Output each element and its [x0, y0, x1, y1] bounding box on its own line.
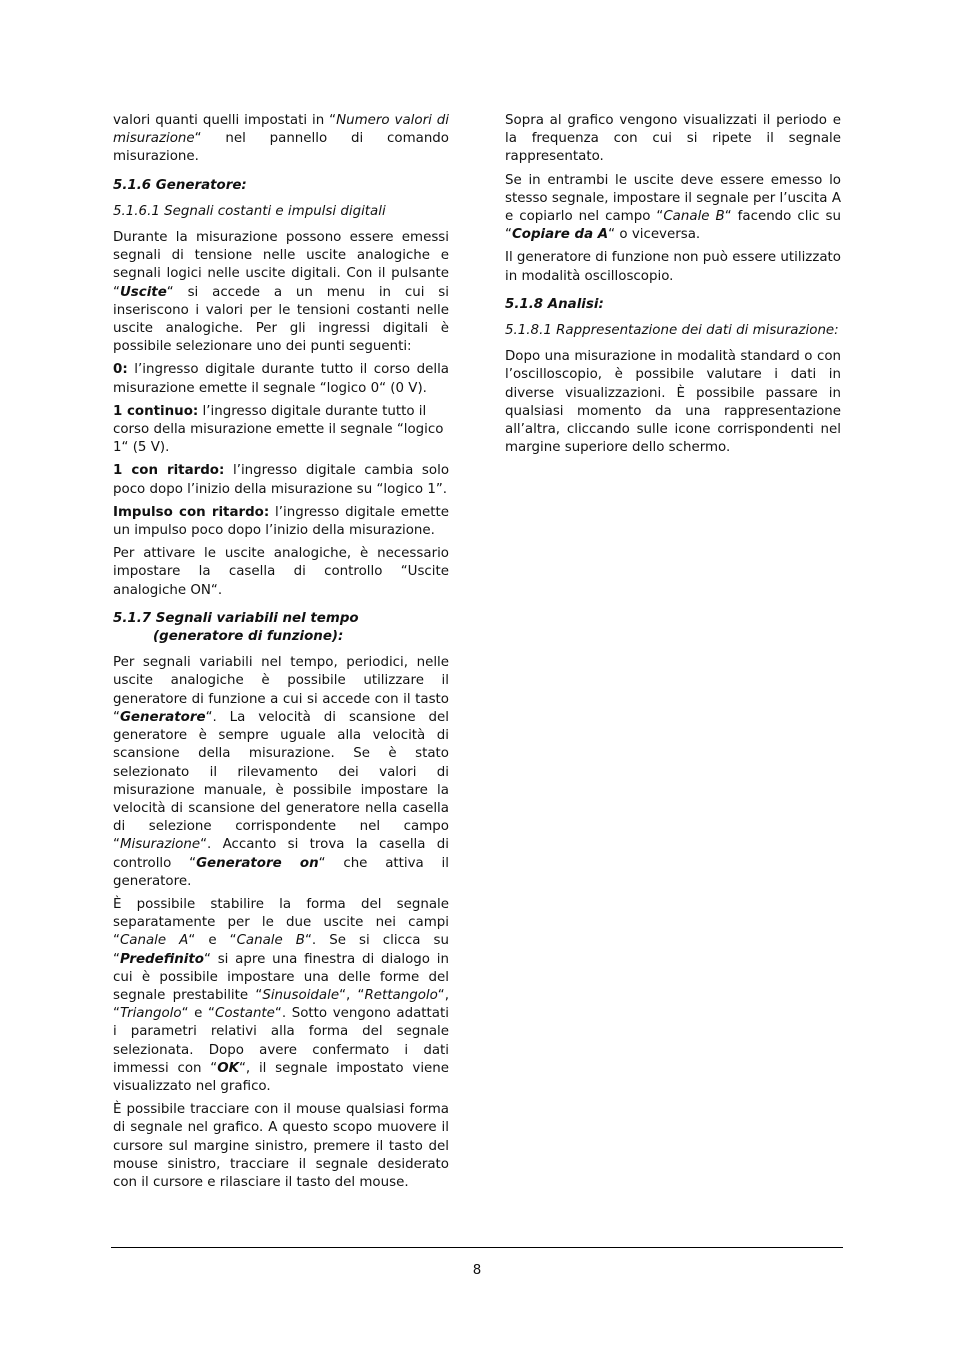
- definition-item: 1 con ritardo: l’ingresso digitale cambia solo poco dopo l’inizio della misurazione su “logico 1”.: [113, 463, 450, 497]
- emphasis: Rettangolo: [364, 987, 438, 1003]
- definition-item: Impulso con ritardo: l’ingresso digitale emette un impulso poco dopo l’inizio della misurazione.: [113, 504, 449, 539]
- emphasis: Numero valori di misurazione: [113, 113, 449, 147]
- emphasis: Misurazione: [119, 837, 201, 853]
- paragraph: valori quanti quelli impostati in “Numero valori di misurazione“ nel pannello di comando misurazione.: [113, 113, 449, 165]
- emphasis: Generatore: [119, 709, 206, 725]
- emphasis: Predefinito: [119, 951, 204, 967]
- emphasis: Uscite: [119, 284, 167, 300]
- section-heading-5-1-8: 5.1.8 Analisi:: [505, 296, 604, 312]
- emphasis: Canale B: [663, 209, 725, 225]
- paragraph: Per attivare le uscite analogiche, è necessario impostare la casella di controllo “Uscite analogiche ON“.: [113, 546, 449, 598]
- right-column: [505, 112, 841, 462]
- emphasis: Generatore on: [196, 855, 319, 871]
- emphasis: Sinusoidale: [262, 987, 340, 1003]
- section-heading-5-1-6: 5.1.6 Generatore:: [113, 177, 247, 193]
- section-heading-5-1-7: 5.1.7 Segnali variabili nel tempo (generatore di funzione):: [113, 610, 359, 645]
- subsection-heading-5-1-8-1: 5.1.8.1 Rappresentazione dei dati di misurazione:: [505, 323, 839, 339]
- paragraph: Durante la misurazione possono essere emessi segnali di tensione nelle uscite analogiche e segnali logici nelle uscite digitali. Con il pulsante “Uscite“ si accede a un menu in cui si inseriscono i valori per le tensioni costanti nelle uscite analogiche. Per gli ingressi digitali è possibile selezionare uno dei punti seguenti:: [113, 230, 449, 355]
- emphasis: Triangolo: [119, 1006, 182, 1022]
- definition-item: 0: l’ingresso digitale durante tutto il corso della misurazione emette il segnale “logico 0“ (0 V).: [113, 362, 449, 396]
- paragraph: Per segnali variabili nel tempo, periodici, nelle uscite analogiche è possibile utilizzare il generatore di funzione a cui si accede con il tasto “Generatore“. La velocità di scansione del generatore è sempre uguale alla velocità di scansione della misurazione. Se è stato selezionato il rilevamento dei valori di misurazione manuale, è possibile impostare la velocità di scansione del generatore nella casella di selezione corrispondente nel campo “Misurazione“. Accanto si trova la casella di controllo “Generatore on“ che attiva il generatore.: [113, 655, 449, 889]
- left-column: [113, 112, 449, 1197]
- subsection-heading-5-1-6-1: 5.1.6.1 Segnali costanti e impulsi digitali: [113, 203, 386, 219]
- paragraph: Il generatore di funzione non può essere utilizzato in modalità oscilloscopio.: [505, 250, 841, 284]
- emphasis: Costante: [214, 1006, 275, 1022]
- emphasis: Canale B: [236, 933, 305, 949]
- definition-term: 1 continuo:: [113, 403, 199, 419]
- definition-term: 0:: [113, 362, 128, 378]
- emphasis: Copiare da A: [511, 227, 609, 243]
- emphasis: Canale A: [119, 933, 189, 949]
- footer-divider: [111, 1247, 843, 1248]
- paragraph: Se in entrambi le uscite deve essere emesso lo stesso segnale, impostare il segnale per l’uscita A e copiarlo nel campo “Canale B“ facendo clic su “Copiare da A“ o viceversa.: [505, 172, 841, 243]
- definition-term: 1 con ritardo:: [113, 463, 225, 479]
- emphasis: OK: [217, 1060, 239, 1076]
- paragraph: È possibile tracciare con il mouse qualsiasi forma di segnale nel grafico. A questo scopo muovere il cursore sul margine sinistro, premere il tasto del mouse sinistro, tracciare il segnale desiderato con il cursore e rilasciare il tasto del mouse.: [113, 1102, 449, 1190]
- page-number: 8: [472, 1263, 482, 1278]
- definition-term: Impulso con ritardo:: [113, 504, 270, 520]
- paragraph: Dopo una misurazione in modalità standard o con l’oscilloscopio, è possibile valutare i dati in diverse visualizzazioni. È possibile passare in qualsiasi momento da una rappresentazione all’altra, cliccando sulle icone corrispondenti nel margine superiore dello schermo.: [505, 349, 841, 456]
- paragraph: È possibile stabilire la forma del segnale separatamente per le due uscite nei campi “Canale A“ e “Canale B“. Se si clicca su “Predefinito“ si apre una finestra di dialogo in cui è possibile impostare una delle forme del segnale prestabilite “Sinusoidale“, “Rettangolo“, “Triangolo“ e “Costante“. Sotto vengono adattati i parametri relativi alla forma del segnale selezionata. Dopo avere confermato i dati immessi con “OK“, il segnale impostato viene visualizzato nel grafico.: [113, 896, 449, 1094]
- paragraph: Sopra al grafico vengono visualizzati il periodo e la frequenza con cui si ripete il segnale rappresentato.: [505, 113, 841, 165]
- definition-item: 1 continuo: l’ingresso digitale durante tutto il corso della misurazione emette il segnale “logico 1“ (5 V).: [113, 403, 444, 456]
